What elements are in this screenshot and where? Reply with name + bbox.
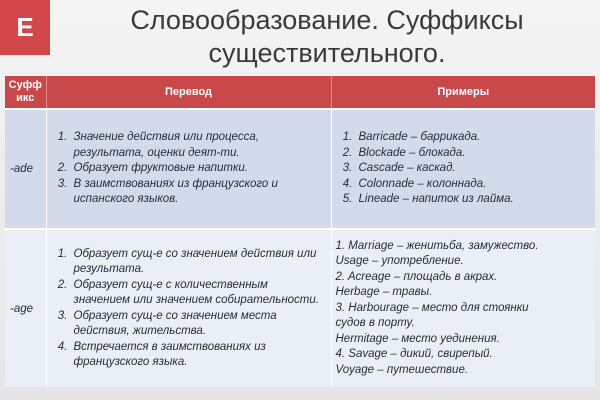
example-line: 4. Savage – дикий, свирепый. (335, 348, 493, 361)
translation-list (51, 130, 327, 208)
suffix-cell: -age (5, 229, 46, 387)
list-item: 2. Образует сущ-е с количественным значением или значением собирательности. (71, 278, 327, 309)
column-header-suffix (5, 76, 46, 109)
example-line: 2. Acreage – площадь в акрах. (335, 270, 498, 283)
translation-cell (46, 229, 331, 387)
table-header-row (5, 76, 595, 109)
table-row-ade (5, 109, 595, 229)
examples-list (336, 130, 592, 208)
suffix-table (5, 76, 595, 387)
example-line: 1. Marriage – женитьба, замужество. (335, 239, 539, 252)
list-item: 1. Barricade – баррикада. (356, 130, 592, 146)
list-item: 1. Значение действия или процесса, результата, оценки деят-ти. (71, 130, 327, 161)
examples-lines (336, 239, 592, 379)
table-row-age (5, 229, 595, 387)
example-line: 3. Harbourage – место для стоянки (335, 301, 529, 314)
translation-list (51, 247, 327, 371)
column-header-translation: Перевод (46, 76, 331, 109)
suffix-header-line-1: Суфф (8, 79, 42, 91)
list-item: 2. Образует фруктовые напитки. (71, 161, 327, 177)
suffix-header-line-2: икс (16, 92, 35, 104)
example-line: Herbage – травы. (335, 286, 433, 299)
title-line-1: Словообразование. Суффиксы (130, 5, 524, 35)
list-item: 3. Образует сущ-е со значением места действия, жительства. (71, 309, 327, 340)
list-item: 4. Встречается в заимствованиях из французского языка. (71, 340, 327, 371)
examples-cell (331, 109, 595, 229)
list-item: 2. Blockade – блокада. (356, 146, 592, 162)
translation-cell (46, 109, 331, 229)
page-title (62, 4, 592, 70)
column-header-examples: Примеры (331, 76, 595, 109)
example-line: Hermitage – место уединения. (335, 332, 500, 345)
examples-cell (331, 229, 595, 387)
list-item: 4. Colonnade – колоннада. (356, 177, 592, 193)
list-item: 3. В заимствованиях из французского и испанского языков. (71, 177, 327, 208)
title-line-2: существительного. (208, 38, 446, 68)
list-item: 5. Lineade – напиток из лайма. (356, 192, 592, 208)
section-badge: E (0, 0, 50, 55)
list-item: 1. Образует сущ-е со значением действия или результата. (71, 247, 327, 278)
list-item: 3. Cascade – каскад. (356, 161, 592, 177)
suffix-cell: -ade (5, 109, 46, 229)
example-line: судов в порту. (335, 317, 415, 330)
example-line: Voyage – путешествие. (335, 363, 469, 376)
example-line: Usage – употребление. (335, 255, 464, 268)
